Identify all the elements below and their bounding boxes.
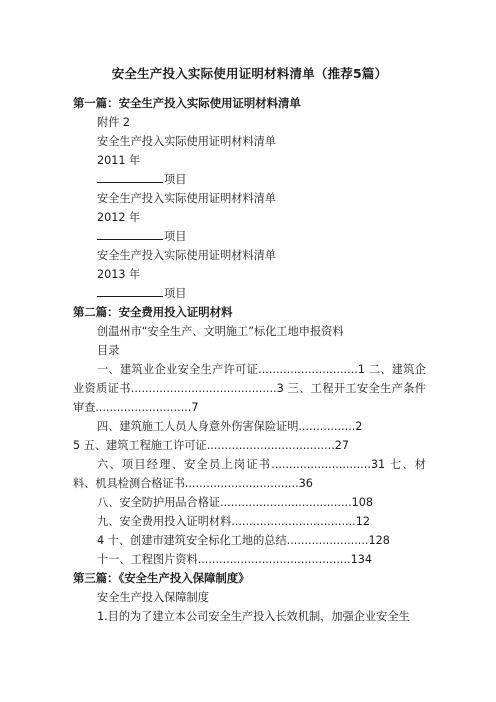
part3-subtitle: 安全生产投入保障制度 xyxy=(97,591,209,604)
section-heading-part3: 第三篇：《安全生产投入保障制度》 xyxy=(73,571,250,585)
fill-blank xyxy=(97,172,163,183)
toc-entry: 六、项目经理、安全员上岗证书............................31 七、材料、机具检测合格证书................................36 xyxy=(73,458,426,490)
project-blank-line xyxy=(73,284,426,303)
fill-blank xyxy=(97,229,163,240)
year-label: 2013 年 xyxy=(97,268,141,281)
fill-blank xyxy=(97,286,163,297)
toc-entry: 4 十、创建市建筑安全标化工地的总结.......................128 xyxy=(97,534,390,547)
body-paragraph: 1.目的为了建立本公司安全生产投入长效机制，加强企业安全生 xyxy=(97,610,410,623)
project-suffix: 项目 xyxy=(164,173,187,186)
year-label: 2012 年 xyxy=(97,211,141,224)
project-suffix: 项目 xyxy=(164,230,187,243)
attachment-label: 附件 2 xyxy=(97,116,131,129)
toc-label: 目录 xyxy=(97,344,120,357)
list-title: 安全生产投入实际使用证明材料清单 xyxy=(97,192,277,205)
section-heading-part2: 第二篇：安全费用投入证明材料 xyxy=(73,305,233,319)
toc-entry: 四、建筑施工人员人身意外伤害保险证明................2 xyxy=(97,420,363,433)
project-blank-line xyxy=(73,170,426,189)
document-title: 安全生产投入实际使用证明材料清单（推荐5篇） xyxy=(111,66,388,81)
list-title: 安全生产投入实际使用证明材料清单 xyxy=(97,135,277,148)
part2-subtitle: 创温州市“安全生产、文明施工”标化工地申报资料 xyxy=(97,325,344,338)
toc-entry: 八、安全防护用品合格证.....................................108 xyxy=(97,496,373,509)
project-suffix: 项目 xyxy=(164,287,187,300)
section-heading-part1: 第一篇：安全生产投入实际使用证明材料清单 xyxy=(73,96,301,110)
toc-entry: 十一、工程图片资料...........................................134 xyxy=(97,553,372,566)
project-blank-line xyxy=(73,227,426,246)
year-label: 2011 年 xyxy=(97,154,141,167)
toc-entry: 5 五、建筑工程施工许可证....................................27 xyxy=(73,439,349,452)
list-title: 安全生产投入实际使用证明材料清单 xyxy=(97,249,277,262)
toc-entry: 一、建筑业企业安全生产许可证............................1 二、建筑企业资质证书.........................................3 三、工程开工安全生产条件审查...........................7 xyxy=(73,363,426,414)
toc-entry: 九、安全费用投入证明材料...................................12 xyxy=(97,515,370,528)
